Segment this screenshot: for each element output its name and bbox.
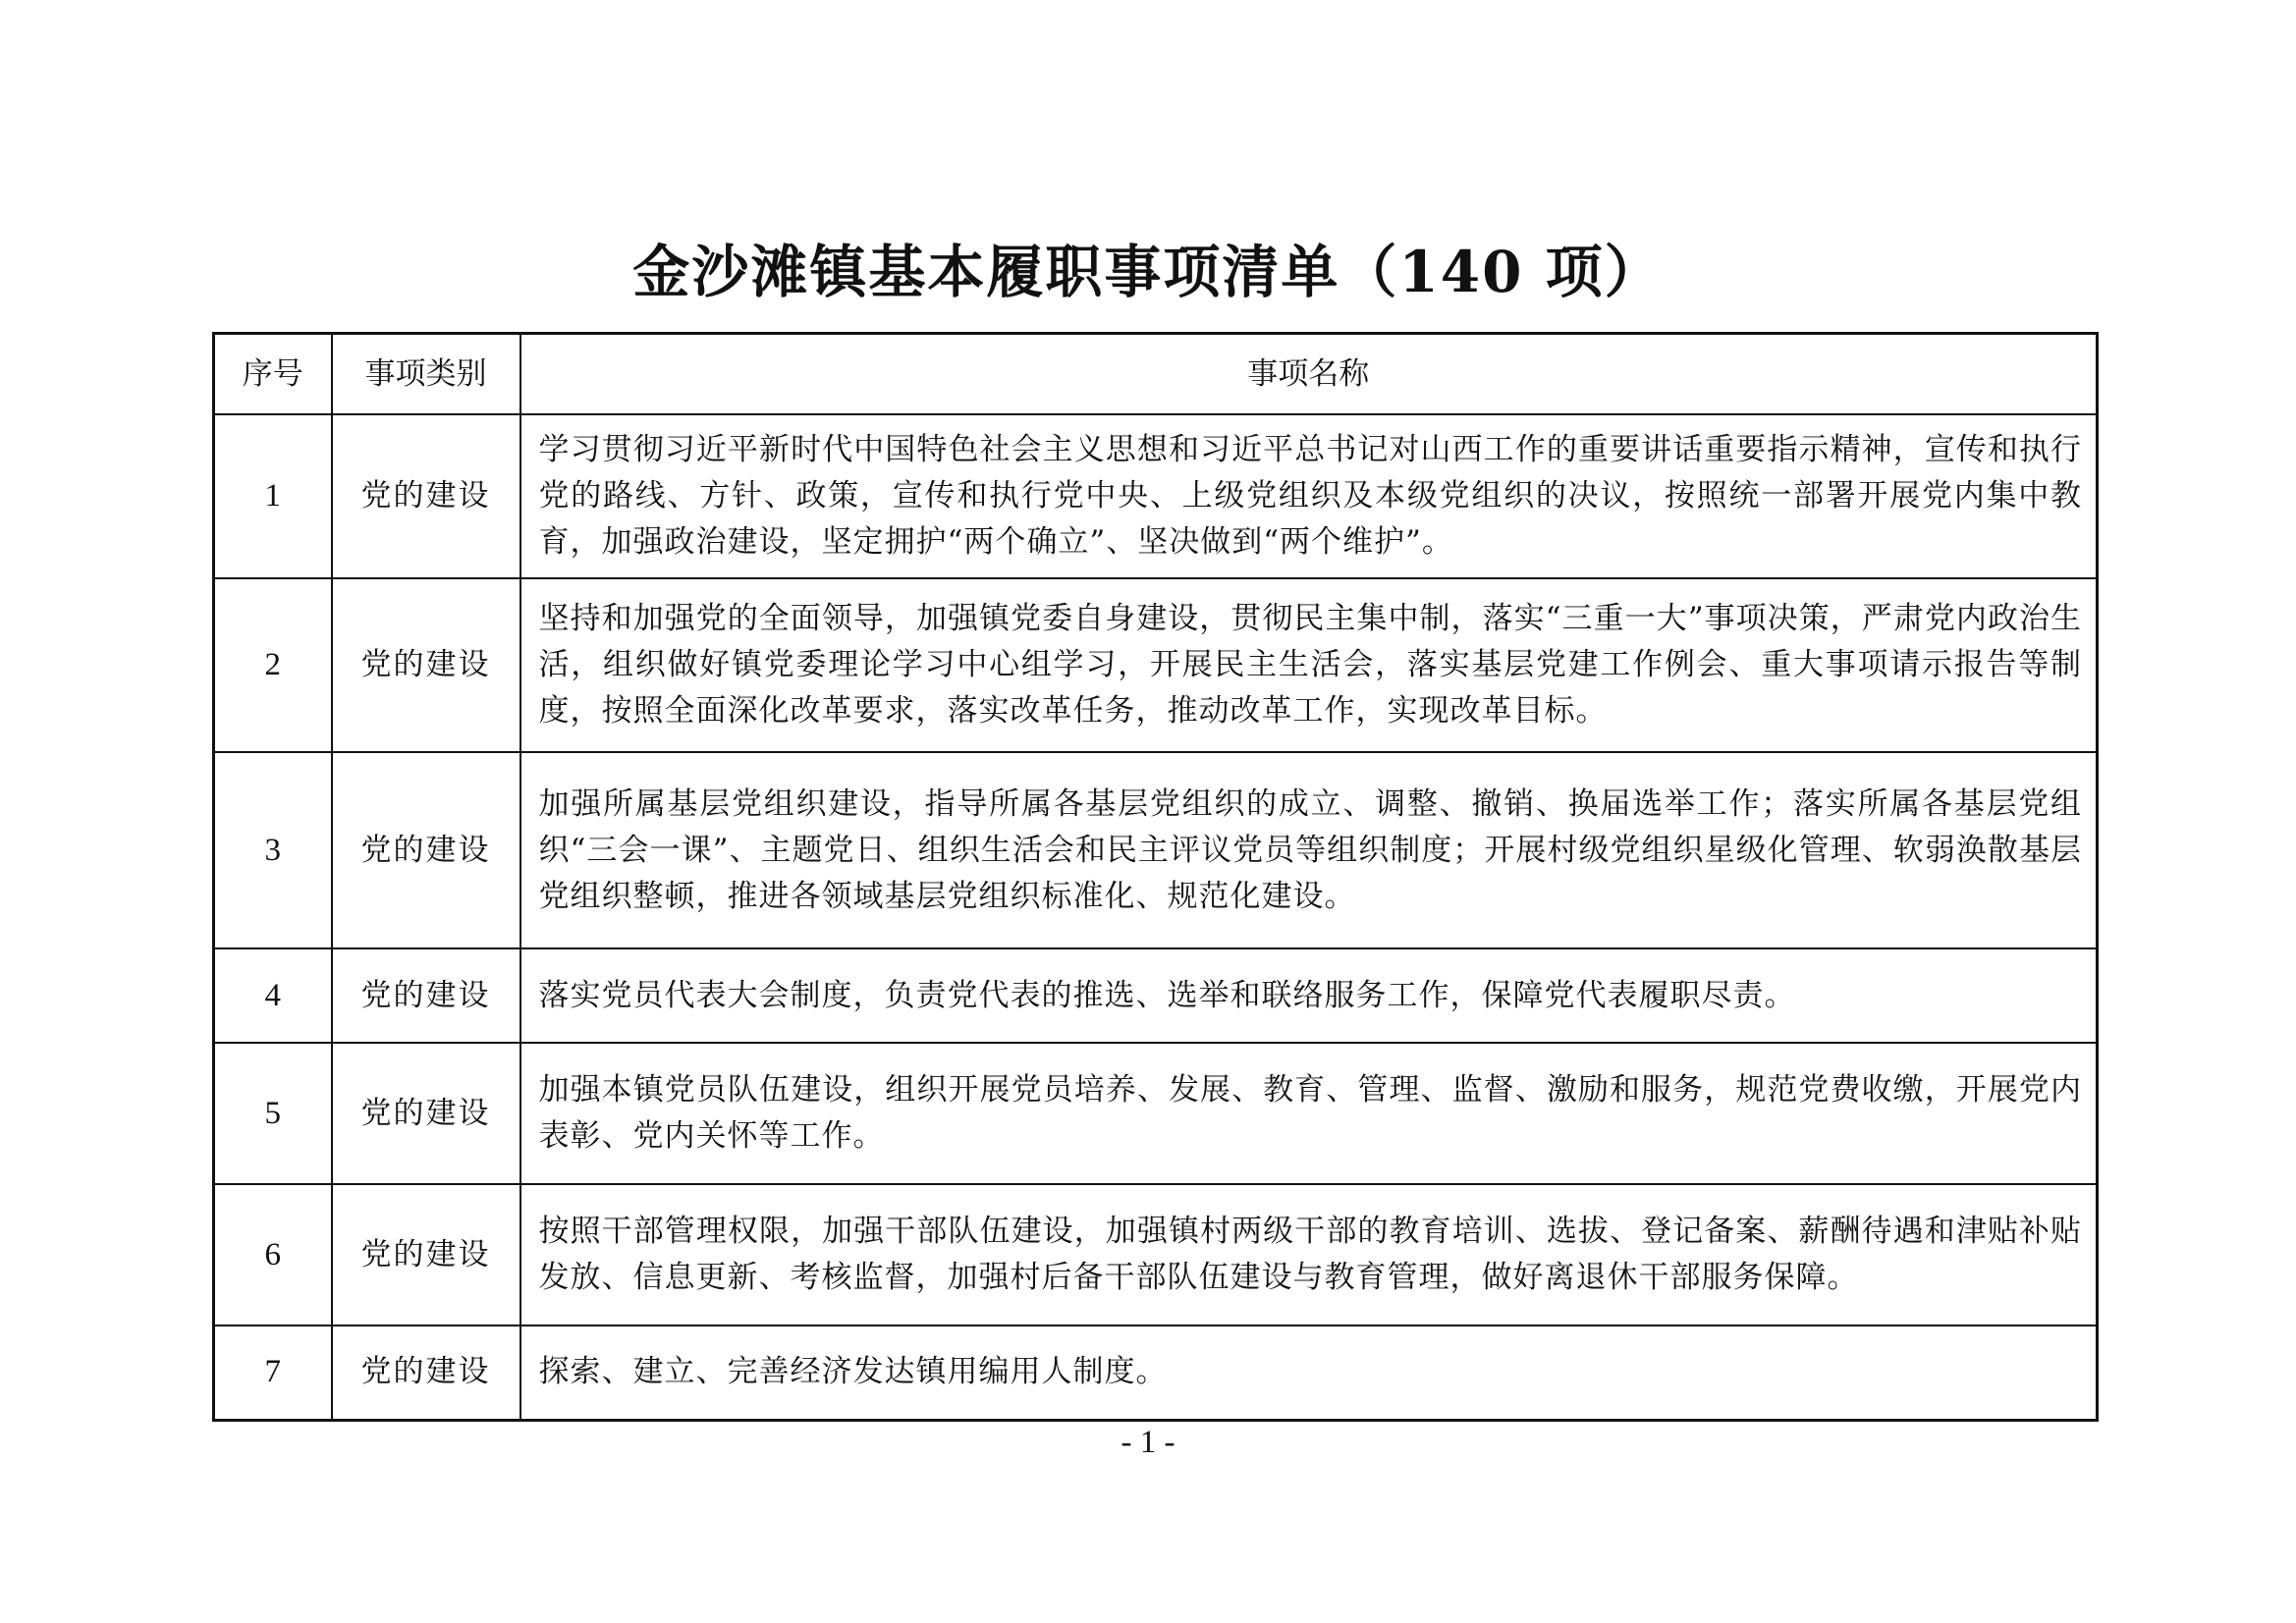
row-no: 7 bbox=[214, 1325, 332, 1420]
row-no: 3 bbox=[214, 752, 332, 948]
row-category: 党的建设 bbox=[332, 1043, 520, 1184]
row-name: 加强本镇党员队伍建设，组织开展党员培养、发展、教育、管理、监督、激励和服务，规范党费收缴，开展党内表彰、党内关怀等工作。 bbox=[520, 1043, 2098, 1184]
table-row bbox=[214, 1184, 2098, 1325]
duties-table bbox=[212, 332, 2099, 1422]
table-row bbox=[214, 1043, 2098, 1184]
row-name: 学习贯彻习近平新时代中国特色社会主义思想和习近平总书记对山西工作的重要讲话重要指示精神，宣传和执行党的路线、方针、政策，宣传和执行党中央、上级党组织及本级党组织的决议，按照统一部署开展党内集中教育，加强政治建设，坚定拥护“两个确立”、坚决做到“两个维护”。 bbox=[520, 414, 2098, 578]
row-category: 党的建设 bbox=[332, 1325, 520, 1420]
table-row bbox=[214, 414, 2098, 578]
header-category: 事项类别 bbox=[332, 334, 520, 415]
row-name: 按照干部管理权限，加强干部队伍建设，加强镇村两级干部的教育培训、选拔、登记备案、薪酬待遇和津贴补贴发放、信息更新、考核监督，加强村后备干部队伍建设与教育管理，做好离退休干部服务保障。 bbox=[520, 1184, 2098, 1325]
row-category: 党的建设 bbox=[332, 752, 520, 948]
row-no: 2 bbox=[214, 578, 332, 752]
row-no: 5 bbox=[214, 1043, 332, 1184]
document-title: 金沙滩镇基本履职事项清单（140 项） bbox=[632, 239, 1664, 305]
row-no: 4 bbox=[214, 948, 332, 1043]
table-header-row bbox=[214, 334, 2098, 415]
row-category: 党的建设 bbox=[332, 414, 520, 578]
row-category: 党的建设 bbox=[332, 578, 520, 752]
row-name: 坚持和加强党的全面领导，加强镇党委自身建设，贯彻民主集中制，落实“三重一大”事项决策，严肃党内政治生活，组织做好镇党委理论学习中心组学习，开展民主生活会，落实基层党建工作例会、重大事项请示报告等制度，按照全面深化改革要求，落实改革任务，推动改革工作，实现改革目标。 bbox=[520, 578, 2098, 752]
row-name: 探索、建立、完善经济发达镇用编用人制度。 bbox=[520, 1325, 2098, 1420]
table-row bbox=[214, 948, 2098, 1043]
row-no: 1 bbox=[214, 414, 332, 578]
row-category: 党的建设 bbox=[332, 1184, 520, 1325]
header-name: 事项名称 bbox=[520, 334, 2098, 415]
row-no: 6 bbox=[214, 1184, 332, 1325]
row-name: 加强所属基层党组织建设，指导所属各基层党组织的成立、调整、撤销、换届选举工作；落实所属各基层党组织“三会一课”、主题党日、组织生活会和民主评议党员等组织制度；开展村级党组织星级化管理、软弱涣散基层党组织整顿，推进各领域基层党组织标准化、规范化建设。 bbox=[520, 752, 2098, 948]
page-number: - 1 - bbox=[1121, 1425, 1175, 1460]
header-no: 序号 bbox=[214, 334, 332, 415]
table-row bbox=[214, 1325, 2098, 1420]
row-category: 党的建设 bbox=[332, 948, 520, 1043]
row-name: 落实党员代表大会制度，负责党代表的推选、选举和联络服务工作，保障党代表履职尽责。 bbox=[520, 948, 2098, 1043]
table-row bbox=[214, 752, 2098, 948]
table-row bbox=[214, 578, 2098, 752]
